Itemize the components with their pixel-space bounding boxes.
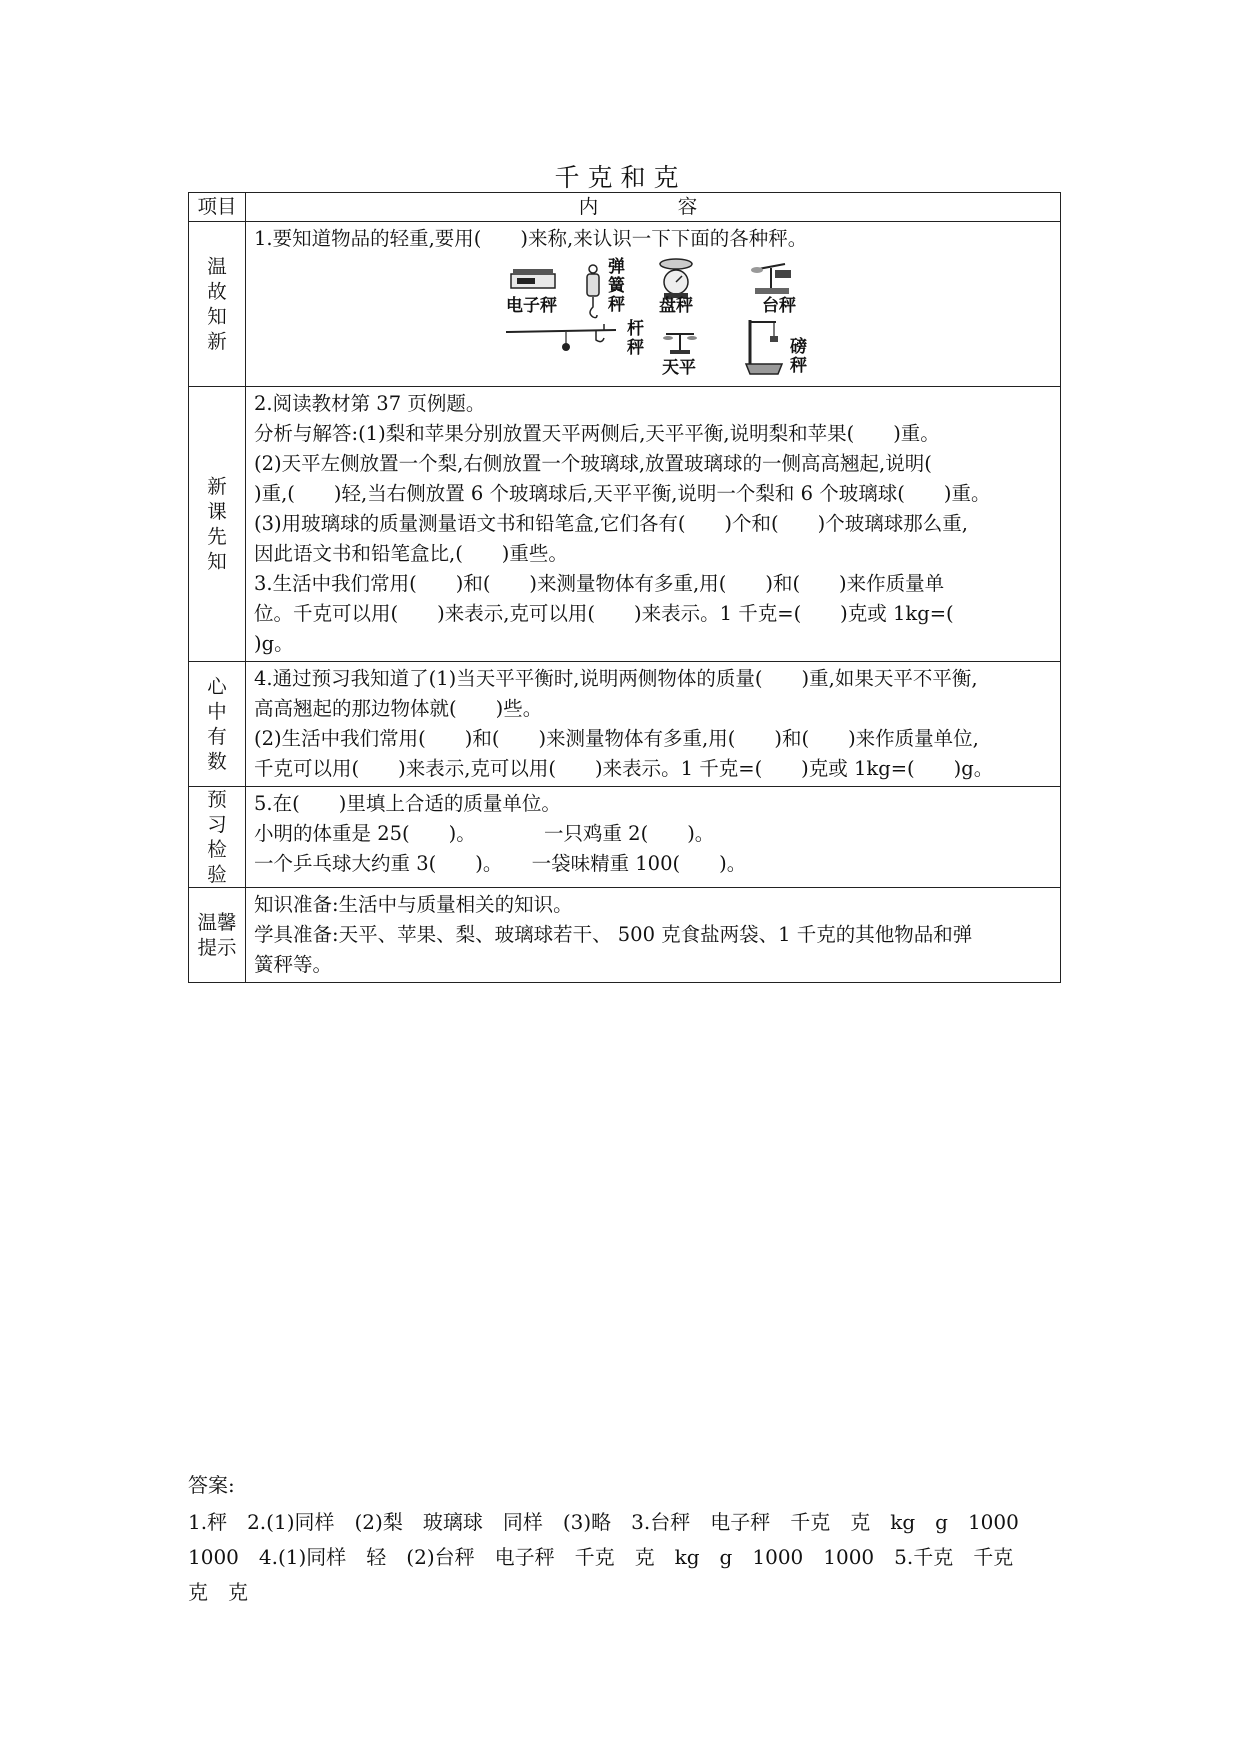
question-line: 4.通过预习我知道了(1)当天平平衡时,说明两侧物体的质量( )重,如果天平不平衡, [254, 667, 978, 690]
question-line: 千克可以用( )来表示,克可以用( )来表示。1 千克=( )克或 1kg=( )g。 [254, 757, 994, 780]
question-line: 高高翘起的那边物体就( )些。 [254, 697, 543, 720]
question-line: (2)天平左侧放置一个梨,右侧放置一个玻璃球,放置玻璃球的一侧高高翘起,说明( [254, 452, 932, 475]
answer-line: 1.秤 2.(1)同样 (2)梨 玻璃球 同样 (3)略 3.台秤 电子秤 千克 克 kg g 1000 [188, 1510, 1019, 1534]
question-line: 2.阅读教材第 37 页例题。 [254, 392, 486, 415]
answers-heading: 答案: [188, 1473, 235, 1497]
scale-label: 杆秤 [627, 319, 644, 358]
question-line: (3)用玻璃球的质量测量语文书和铅笔盒,它们各有( )个和( )个玻璃球那么重, [254, 512, 968, 535]
steelyard-icon [504, 322, 622, 356]
header-content-cell: 内 容 [246, 193, 1061, 222]
balance-icon [662, 326, 698, 356]
platform-weighing-scale-icon [742, 316, 786, 378]
table-row [189, 222, 1061, 387]
answer-line: 1000 4.(1)同样 轻 (2)台秤 电子秤 千克 克 kg g 1000 1000 5.千克 千克 [188, 1545, 1014, 1569]
row-content [246, 662, 1061, 787]
row-content [246, 387, 1061, 662]
question-line: 知识准备:生活中与质量相关的知识。 [254, 893, 573, 916]
row-label [189, 662, 246, 787]
row-content [246, 222, 1061, 387]
scale-label: 天平 [662, 358, 696, 378]
row-label-text: 温故知新 [207, 255, 227, 353]
page-title: 千克和克 [554, 163, 687, 192]
question-line: )g。 [254, 632, 294, 655]
scale-label: 台秤 [762, 296, 796, 316]
table-row [189, 662, 1061, 787]
question-line: 分析与解答:(1)梨和苹果分别放置天平两侧后,天平平衡,说明梨和苹果( )重。 [254, 422, 940, 445]
question-line: 小明的体重是 25( )。 一只鸡重 2( )。 [254, 822, 715, 845]
row-label-text: 温馨提示 [197, 911, 237, 959]
scales-illustration [254, 256, 1056, 384]
electronic-scale-icon [509, 266, 557, 292]
row-label [189, 787, 246, 888]
table-header-row [189, 193, 1061, 222]
question-line: 5.在( )里填上合适的质量单位。 [254, 792, 561, 815]
row-label [189, 222, 246, 387]
header-item-cell: 项目 [189, 193, 246, 222]
spring-scale-icon [582, 264, 604, 324]
question-line: 因此语文书和铅笔盒比,( )重些。 [254, 542, 568, 565]
question-line: 1.要知道物品的轻重,要用( )来称,来认识一下下面的各种秤。 [254, 227, 808, 250]
scale-label: 电子秤 [506, 296, 557, 316]
scale-label: 盘秤 [659, 296, 693, 316]
table-row [189, 387, 1061, 662]
row-label-text: 预习检验 [207, 788, 227, 886]
scale-label: 磅秤 [790, 337, 807, 376]
row-label [189, 387, 246, 662]
row-label-text: 新课先知 [207, 475, 227, 573]
question-line: 学具准备:天平、苹果、梨、玻璃球若干、 500 克食盐两袋、1 千克的其他物品和弹 [254, 923, 973, 946]
question-line: 位。千克可以用( )来表示,克可以用( )来表示。1 千克=( )克或 1kg=( [254, 602, 954, 625]
table-row [189, 888, 1061, 983]
platform-scale-icon [749, 260, 795, 296]
question-line: 一个乒乓球大约重 3( )。 一袋味精重 100( )。 [254, 852, 747, 875]
row-label [189, 888, 246, 983]
pan-scale-icon [656, 256, 696, 300]
row-label-text: 心中有数 [207, 675, 227, 773]
table-row [189, 787, 1061, 888]
answer-line: 克 克 [188, 1580, 248, 1604]
question-line: 簧秤等。 [254, 953, 333, 976]
scale-label: 弹簧秤 [608, 257, 625, 315]
question-line: )重,( )轻,当右侧放置 6 个玻璃球后,天平平衡,说明一个梨和 6 个玻璃球( )重。 [254, 482, 991, 505]
answers-section [188, 1468, 1068, 1610]
row-content [246, 787, 1061, 888]
row-content [246, 888, 1061, 983]
question-line: 3.生活中我们常用( )和( )来测量物体有多重,用( )和( )来作质量单 [254, 572, 945, 595]
question-line: (2)生活中我们常用( )和( )来测量物体有多重,用( )和( )来作质量单位, [254, 727, 979, 750]
preview-worksheet-table [188, 192, 1061, 983]
